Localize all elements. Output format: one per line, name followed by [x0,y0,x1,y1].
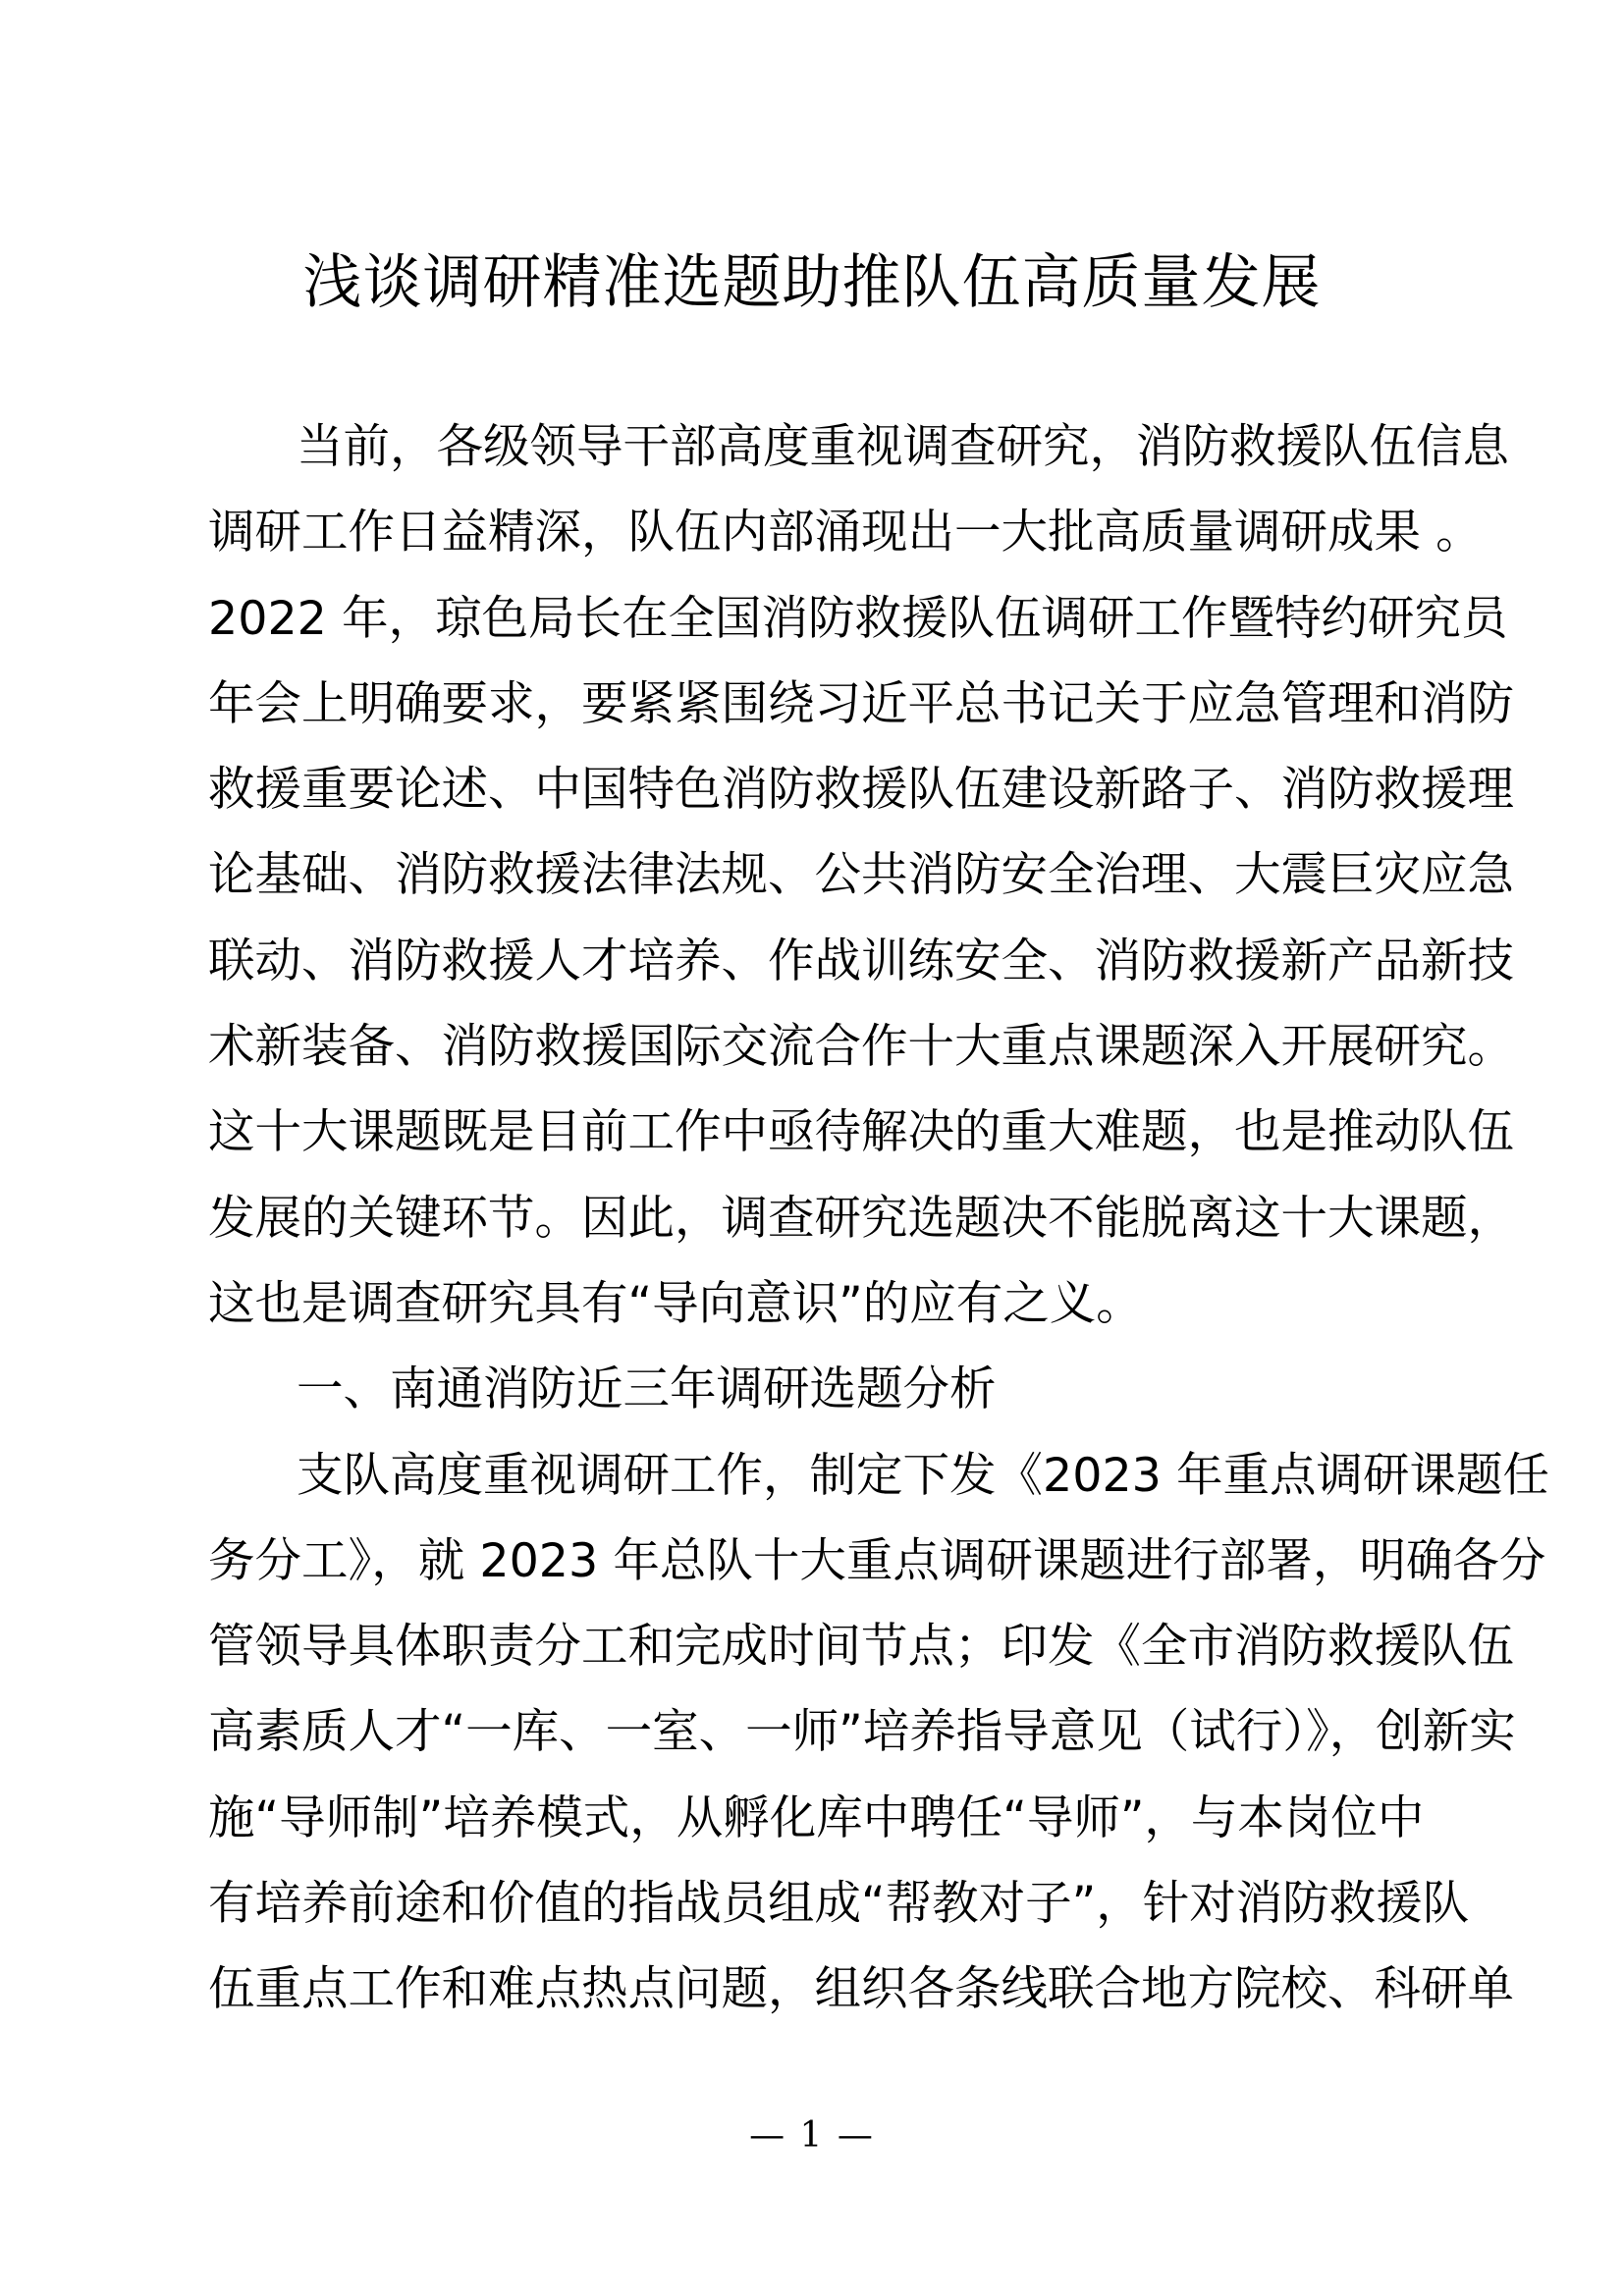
paragraph-line: 管领导具体职责分工和完成时间节点；印发《全市消防救援队伍 [208,1620,1514,1675]
paragraph-line: 发展的关键环节。因此，调查研究选题决不能脱离这十大课题， [208,1191,1514,1246]
paragraph-line: 支队高度重视调研工作，制定下发《2023 年重点调研课题任 [297,1448,1549,1503]
paragraph-line: 年会上明确要求，要紧紧围绕习近平总书记关于应急管理和消防 [208,676,1514,731]
paragraph-line: 联动、消防救援人才培养、作战训练安全、消防救援新产品新技 [208,934,1514,988]
document-body [208,404,1549,2033]
paragraph-line: 救援重要论述、中国特色消防救援队伍建设新路子、消防救援理 [208,763,1514,818]
paragraph-line: 当前，各级领导干部高度重视调查研究，消防救援队伍信息 [297,420,1509,474]
paragraph-line: 这十大课题既是目前工作中亟待解决的重大难题，也是推动队伍 [208,1105,1514,1160]
paragraph-line: 论基础、消防救援法律法规、公共消防安全治理、大震巨灾应急 [208,848,1514,903]
paragraph-line: 伍重点工作和难点热点问题，组织各条线联合地方院校、科研单 [208,1962,1514,2017]
section-heading: 一、南通消防近三年调研选题分析 [297,1362,997,1417]
paragraph-line: 术新装备、消防救援国际交流合作十大重点课题深入开展研究。 [208,1020,1514,1075]
page-number: — 1 — [749,2115,875,2156]
paragraph-line: 高素质人才“一库、一室、一师”培养指导意见（试行）》，创新实 [208,1705,1516,1760]
paragraph-line: 务分工》，就 2023 年总队十大重点调研课题进行部署，明确各分 [208,1533,1546,1588]
paragraph-line: 2022 年，琼色局长在全国消防救援队伍调研工作暨特约研究员 [208,591,1508,646]
paragraph-line: 有培养前途和价值的指战员组成“帮教对子”，针对消防救援队 [208,1877,1470,1932]
paragraph-line: 施“导师制”培养模式，从孵化库中聘任“导师”，与本岗位中 [208,1790,1425,1845]
paragraph-line: 调研工作日益精深，队伍内部涌现出一大批高质量调研成果 。 [208,506,1483,561]
paragraph-line: 这也是调查研究具有“导向意识”的应有之义。 [208,1276,1143,1331]
document-title: 浅谈调研精准选题助推队伍高质量发展 [302,248,1322,317]
